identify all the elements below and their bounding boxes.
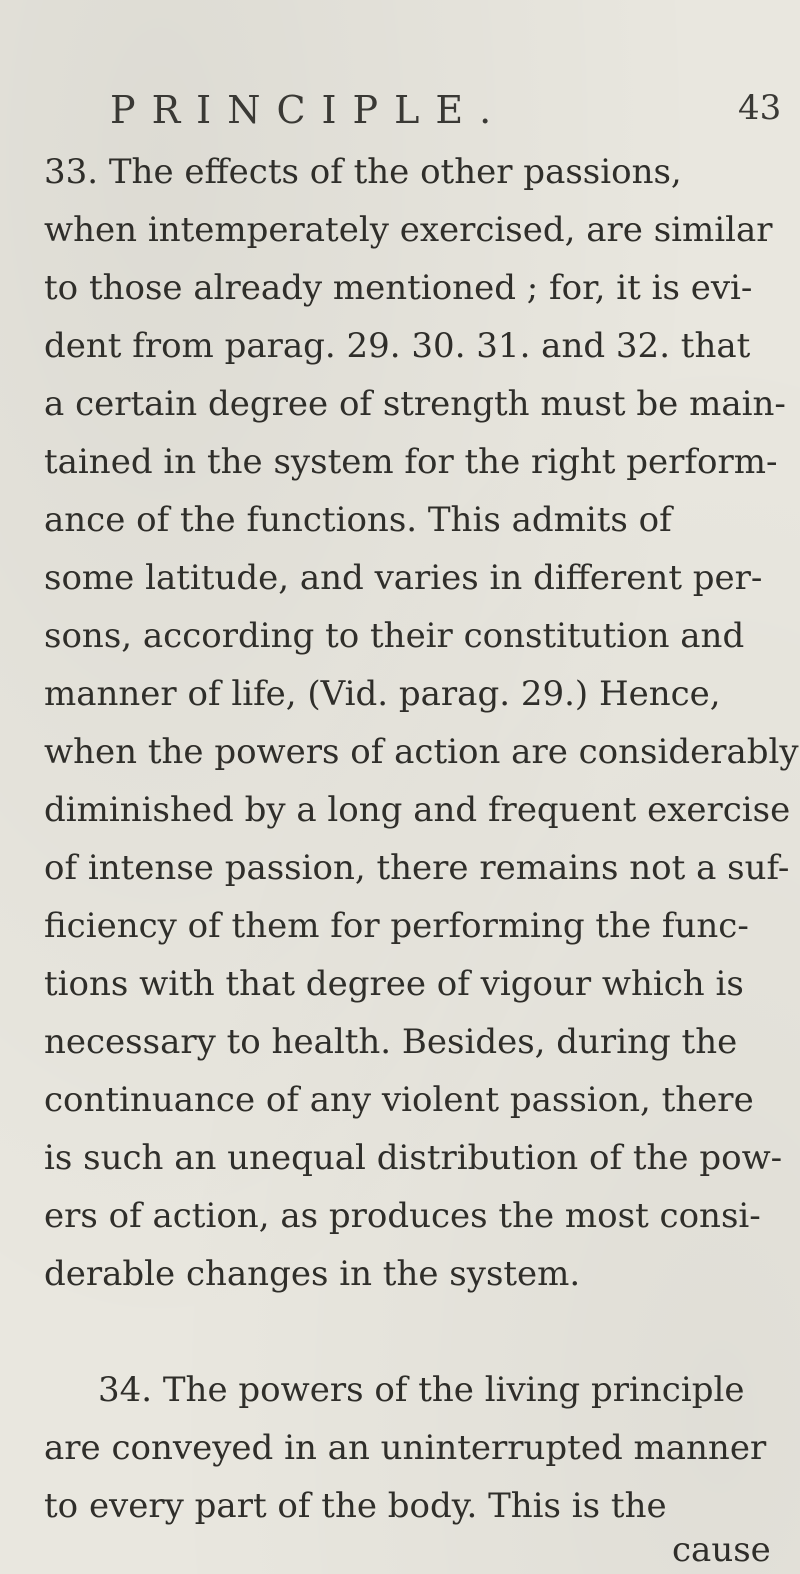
- text-line: derable changes in the system.: [44, 1254, 581, 1294]
- text-line: of intense passion, there remains not a suf-: [44, 848, 790, 888]
- text-line: tained in the system for the right perform-: [44, 442, 778, 482]
- text-line: some latitude, and varies in different per-: [44, 558, 763, 598]
- text-line: ance of the functions. This admits of: [44, 500, 672, 540]
- text-line: tions with that degree of vigour which is: [44, 964, 744, 1004]
- text-line: a certain degree of strength must be main-: [44, 384, 786, 424]
- catchword: cause: [672, 1530, 771, 1570]
- text-line: continuance of any violent passion, there: [44, 1080, 754, 1120]
- text-line: manner of life, (Vid. parag. 29.) Hence,: [44, 674, 721, 714]
- text-line: 33. The effects of the other passions,: [44, 152, 682, 192]
- text-line: to those already mentioned ; for, it is evi-: [44, 268, 753, 308]
- text-line: dent from parag. 29. 30. 31. and 32. that: [44, 326, 751, 366]
- text-line: when intemperately exercised, are similar: [44, 210, 773, 250]
- text-line: diminished by a long and frequent exercise: [44, 790, 791, 830]
- text-line: to every part of the body. This is the: [44, 1486, 667, 1526]
- text-line: is such an unequal distribution of the pow-: [44, 1138, 783, 1178]
- text-line: ficiency of them for performing the func-: [44, 906, 749, 946]
- text-line: are conveyed in an uninterrupted manner: [44, 1428, 767, 1468]
- text-line: 34. The powers of the living principle: [98, 1370, 745, 1410]
- running-head: PRINCIPLE.: [110, 88, 508, 132]
- text-line: when the powers of action are considerably: [44, 732, 799, 772]
- text-line: necessary to health. Besides, during the: [44, 1022, 738, 1062]
- text-line: sons, according to their constitution and: [44, 616, 745, 656]
- page-number: 43: [738, 88, 782, 128]
- text-line: ers of action, as produces the most consi-: [44, 1196, 761, 1236]
